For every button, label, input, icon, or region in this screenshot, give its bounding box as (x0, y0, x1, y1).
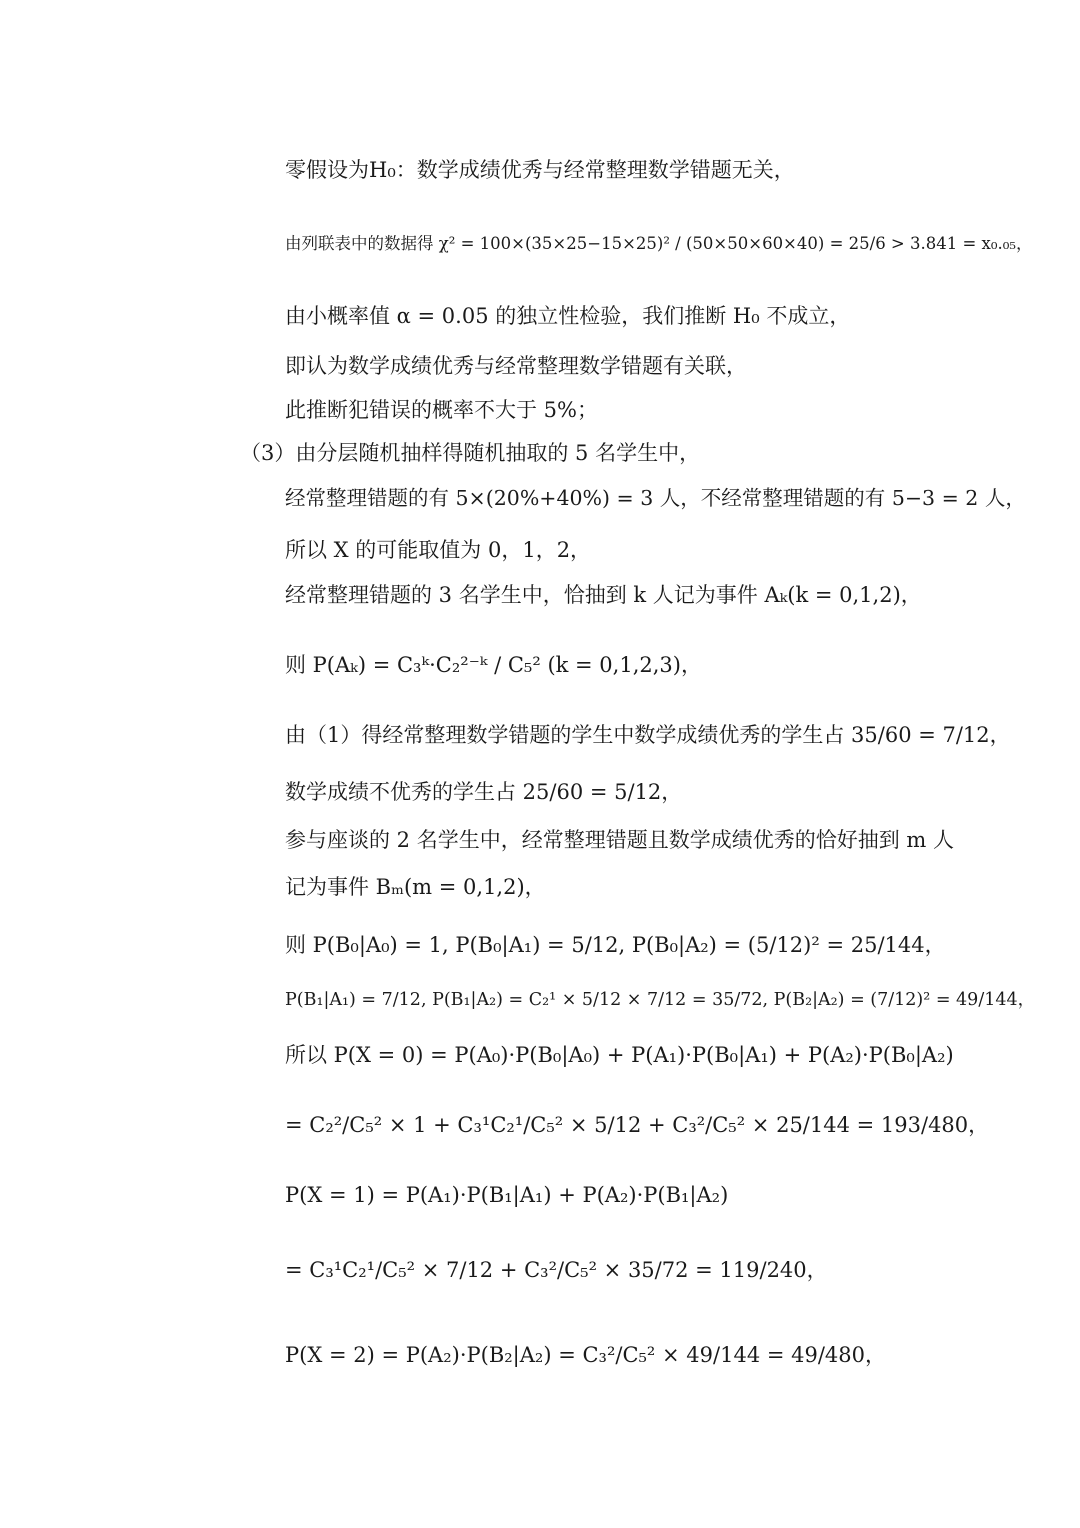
text-line-11: 由（1）得经常整理数学错题的学生中数学成绩优秀的学生占 35/60 = 7/12， (285, 723, 1011, 747)
text-line-17: 所以 P(X = 0) = P(A₀)·P(B₀|A₀) + P(A₁)·P(B₀|A₁) + P(A₂)·P(B₀|A₂) (285, 1043, 954, 1067)
text-line-9: 经常整理错题的 3 名学生中，恰抽到 k 人记为事件 Aₖ(k = 0,1,2)， (285, 583, 922, 607)
text-line-1: 零假设为H₀：数学成绩优秀与经常整理数学错题无关， (285, 158, 795, 182)
text-line-8: 所以 X 的可能取值为 0，1，2， (285, 538, 592, 562)
text-line-15: 则 P(B₀|A₀) = 1, P(B₀|A₁) = 5/12, P(B₀|A₂) = (5/12)² = 25/144， (285, 933, 946, 957)
text-line-13: 参与座谈的 2 名学生中，经常整理错题且数学成绩优秀的恰好抽到 m 人 (285, 828, 954, 852)
text-line-20: = C₃¹C₂¹/C₅² × 7/12 + C₃²/C₅² × 35/72 = 119/240， (285, 1258, 828, 1282)
text-line-2: 由列联表中的数据得 χ² = 100×(35×25−15×25)² / (50×50×60×40) = 25/6 > 3.841 = x₀.₀₅， (285, 234, 1033, 253)
text-line-14: 记为事件 Bₘ(m = 0,1,2)， (285, 875, 546, 899)
text-line-3: 由小概率值 α = 0.05 的独立性检验，我们推断 H₀ 不成立， (285, 304, 851, 328)
text-line-18: = C₂²/C₅² × 1 + C₃¹C₂¹/C₅² × 5/12 + C₃²/C₅² × 25/144 = 193/480， (285, 1113, 990, 1137)
text-line-4: 即认为数学成绩优秀与经常整理数学错题有关联， (285, 354, 747, 378)
text-line-7: 经常整理错题的有 5×(20%+40%) = 3 人，不经常整理错题的有 5−3 = 2 人， (285, 486, 1026, 510)
text-line-6: （3）由分层随机抽样得随机抽取的 5 名学生中， (240, 441, 701, 465)
text-line-16: P(B₁|A₁) = 7/12, P(B₁|A₂) = C₂¹ × 5/12 × 7/12 = 35/72, P(B₂|A₂) = (7/12)² = 49/144， (285, 990, 1036, 1010)
text-line-10: 则 P(Aₖ) = C₃ᵏ·C₂²⁻ᵏ / C₅² (k = 0,1,2,3)， (285, 653, 702, 677)
text-line-5: 此推断犯错误的概率不大于 5%； (285, 398, 598, 422)
text-line-19: P(X = 1) = P(A₁)·P(B₁|A₁) + P(A₂)·P(B₁|A₂) (285, 1183, 729, 1207)
text-line-12: 数学成绩不优秀的学生占 25/60 = 5/12， (285, 780, 683, 804)
text-line-21: P(X = 2) = P(A₂)·P(B₂|A₂) = C₃²/C₅² × 49/144 = 49/480， (285, 1343, 887, 1367)
